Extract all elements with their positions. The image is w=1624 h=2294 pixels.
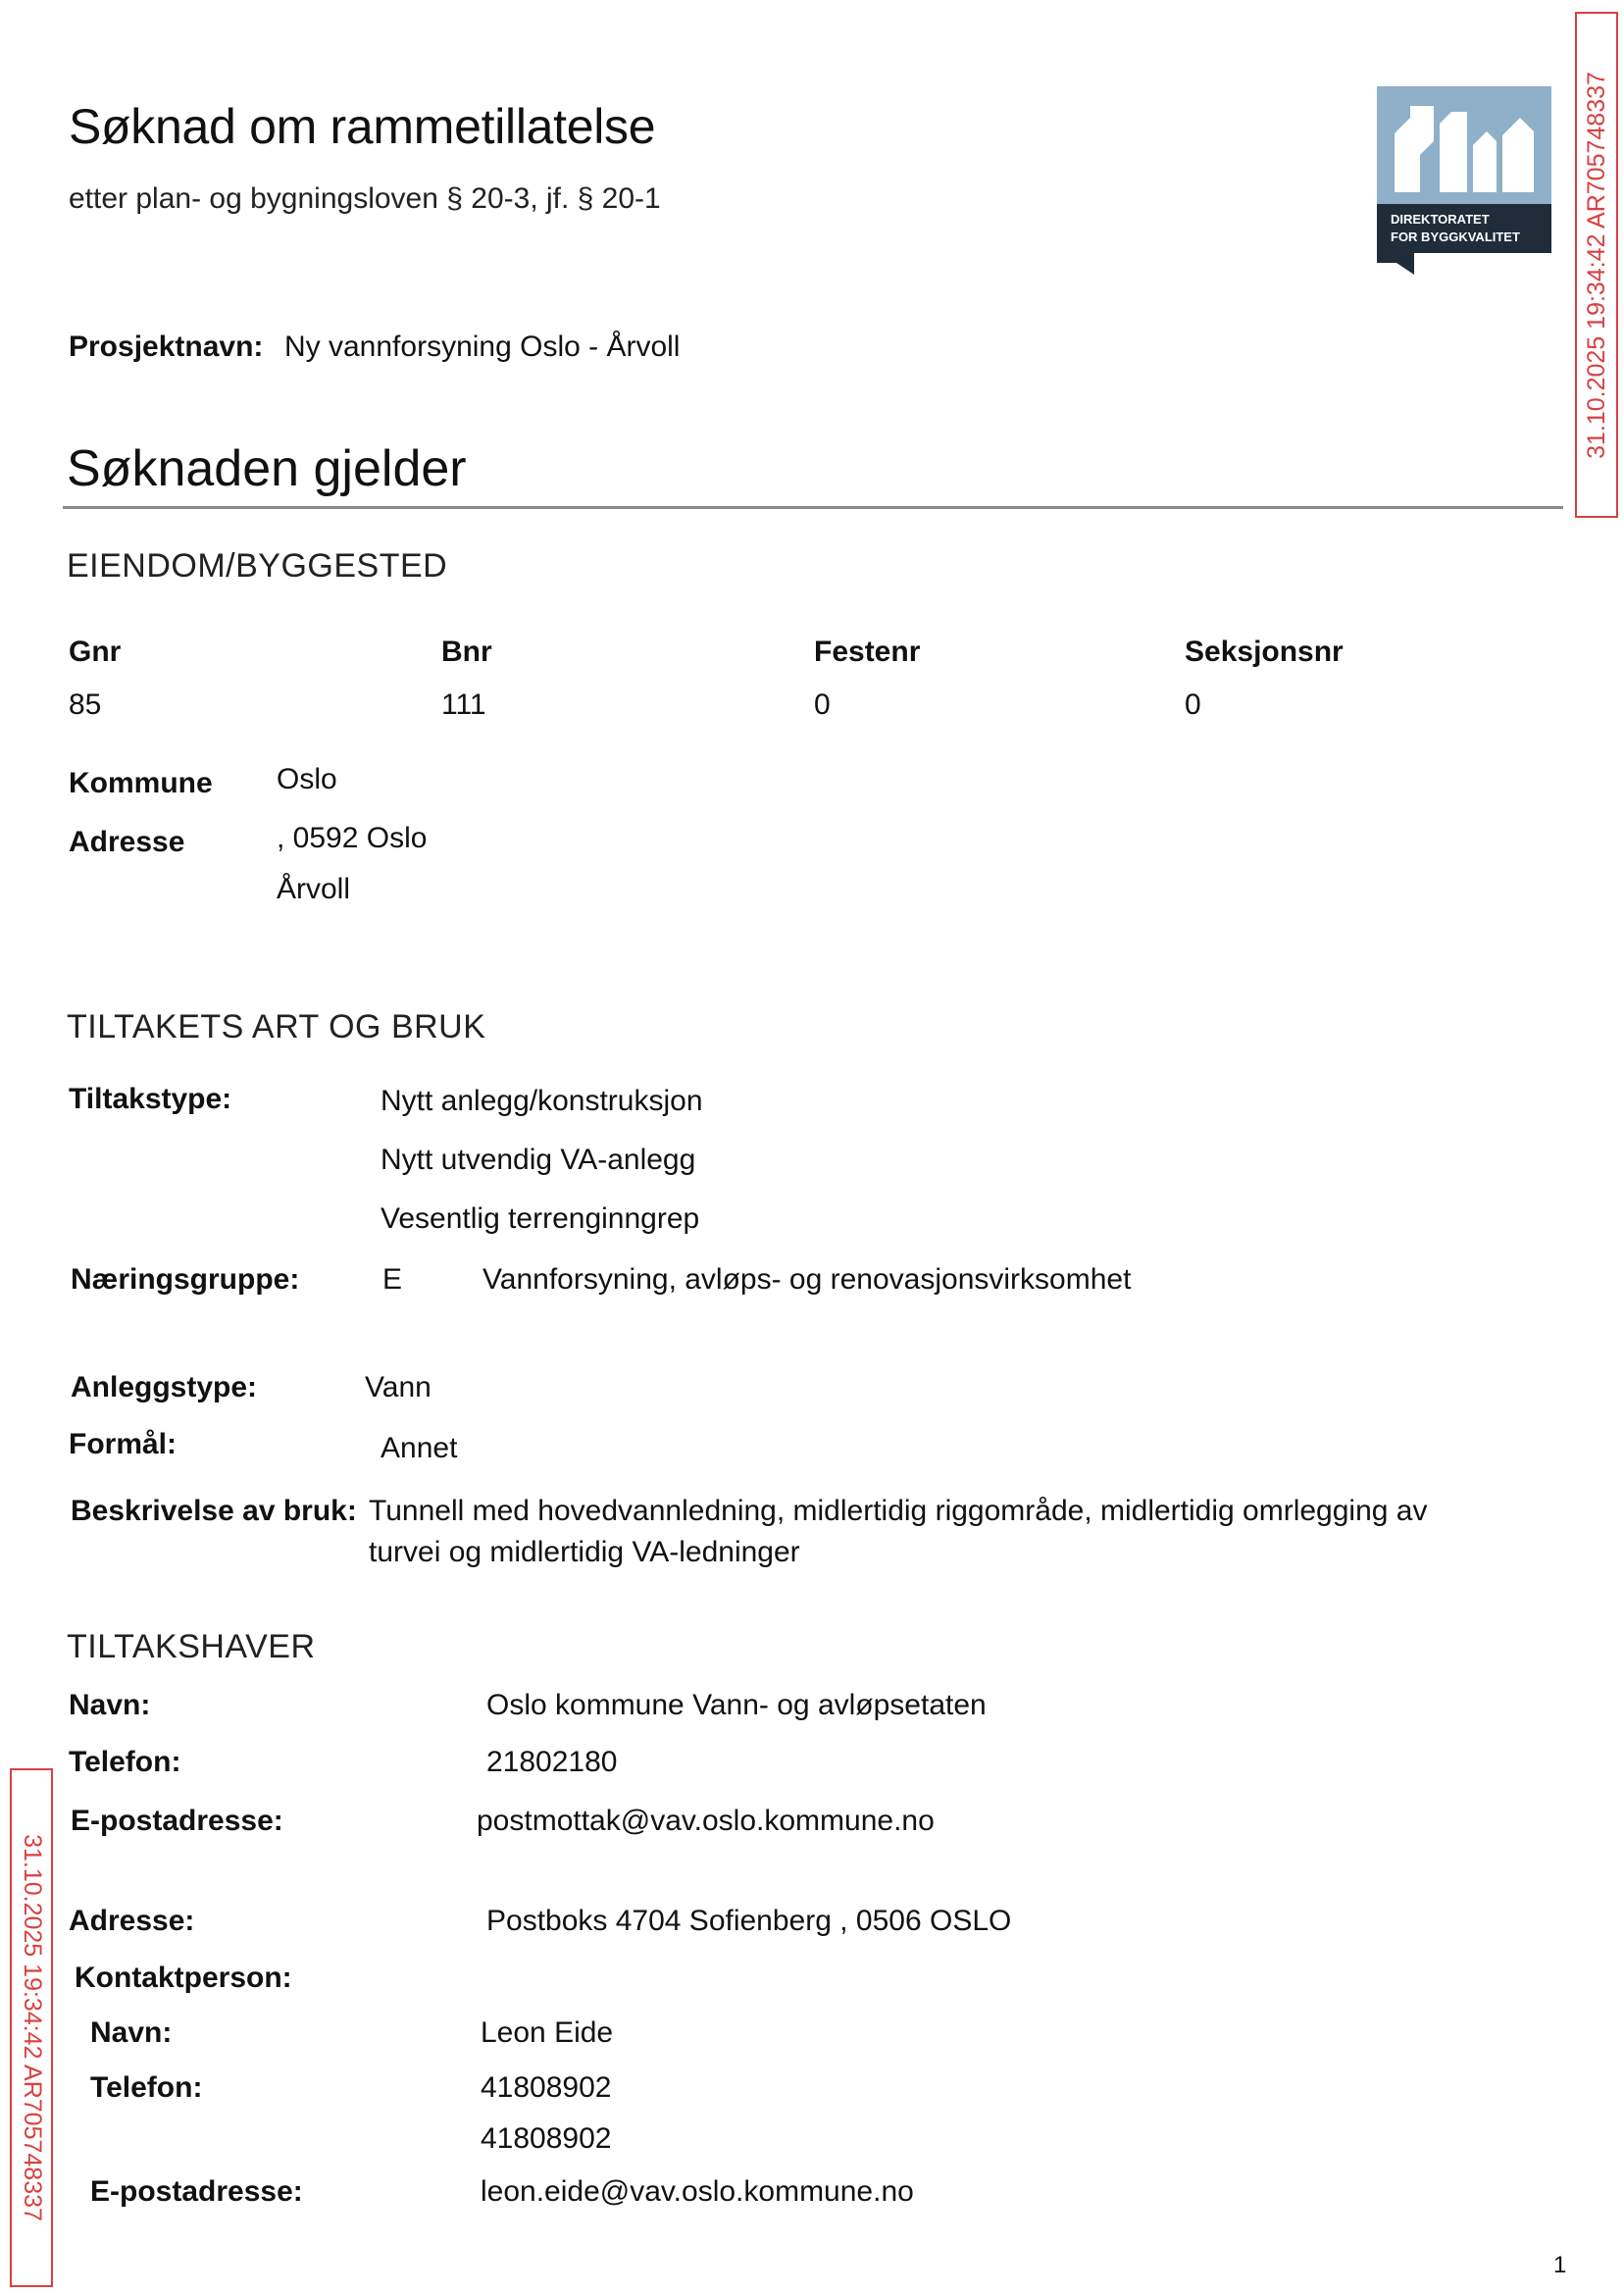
archive-stamp-right <box>1575 12 1618 518</box>
formal-value: Annet <box>381 1432 458 1464</box>
page-number: 1 <box>1553 2252 1567 2278</box>
archive-stamp-left-text: 31.10.2025 19:34:42 AR705748337 <box>18 1834 46 2221</box>
adresse-label: Adresse <box>69 826 185 858</box>
kontakt-navn-value: Leon Eide <box>481 2016 614 2049</box>
anleggstype-label: Anleggstype: <box>71 1371 258 1403</box>
tiltakstype-label: Tiltakstype: <box>69 1083 232 1115</box>
tiltakshaver-adresse-value: Postboks 4704 Sofienberg , 0506 OSLO <box>486 1905 1012 1937</box>
project-name-value: Ny vannforsyning Oslo - Årvoll <box>284 331 681 363</box>
heading-divider <box>63 506 1563 509</box>
section-heading-tiltak: TILTAKETS ART OG BRUK <box>67 1008 486 1045</box>
dibk-logo-icon <box>1377 86 1551 275</box>
kontaktperson-label: Kontaktperson: <box>75 1962 292 1994</box>
seksjonsnr-label: Seksjonsnr <box>1185 636 1344 668</box>
logo-line-1: DIREKTORATET <box>1391 212 1490 227</box>
festenr-value: 0 <box>814 688 831 721</box>
naeringsgruppe-label: Næringsgruppe: <box>71 1263 300 1296</box>
archive-stamp-right-text: 31.10.2025 19:34:42 AR705748337 <box>1582 71 1610 459</box>
bnr-label: Bnr <box>441 636 492 668</box>
kommune-value: Oslo <box>277 763 337 795</box>
bnr-value: 111 <box>441 688 486 721</box>
tiltakshaver-adresse-label: Adresse: <box>69 1905 195 1937</box>
formal-label: Formål: <box>69 1428 178 1460</box>
tiltakshaver-telefon-label: Telefon: <box>69 1746 181 1778</box>
anleggstype-value: Vann <box>365 1371 431 1403</box>
section-heading-tiltakshaver: TILTAKSHAVER <box>67 1628 316 1665</box>
naeringsgruppe-code: E <box>382 1263 403 1296</box>
project-name-label: Prosjektnavn: <box>69 331 264 363</box>
kontakt-epost-value: leon.eide@vav.oslo.kommune.no <box>481 2175 914 2208</box>
tiltakstype-item: Nytt utvendig VA-anlegg <box>381 1144 696 1176</box>
beskrivelse-line-1: Tunnell med hovedvannledning, midlertidig riggområde, midlertidig omrlegging av <box>369 1495 1428 1527</box>
tiltakshaver-epost-value: postmottak@vav.oslo.kommune.no <box>477 1805 935 1837</box>
festenr-label: Festenr <box>814 636 921 668</box>
beskrivelse-label: Beskrivelse av bruk: <box>71 1495 357 1527</box>
naeringsgruppe-value: Vannforsyning, avløps- og renovasjonsvirksomhet <box>482 1263 1132 1296</box>
page-title: Søknad om rammetillatelse <box>69 99 656 154</box>
kontakt-epost-label: E-postadresse: <box>90 2175 303 2208</box>
tiltakshaver-navn-label: Navn: <box>69 1689 151 1721</box>
page-subtitle: etter plan- og bygningsloven § 20-3, jf. § 20-1 <box>69 182 661 215</box>
archive-stamp-left <box>10 1768 53 2287</box>
tiltakstype-item: Vesentlig terrenginngrep <box>381 1202 700 1235</box>
logo-line-2: FOR BYGGKVALITET <box>1391 229 1520 244</box>
gnr-label: Gnr <box>69 636 122 668</box>
kontakt-telefon-value-2: 41808902 <box>481 2122 612 2155</box>
kontakt-navn-label: Navn: <box>90 2016 173 2049</box>
gnr-value: 85 <box>69 688 102 721</box>
kommune-label: Kommune <box>69 767 213 799</box>
section-heading-eiendom: EIENDOM/BYGGESTED <box>67 547 448 585</box>
dibk-logo <box>1377 86 1551 275</box>
beskrivelse-line-2: turvei og midlertidig VA-ledninger <box>369 1536 800 1568</box>
tiltakstype-item: Nytt anlegg/konstruksjon <box>381 1085 703 1117</box>
adresse-line-2: Årvoll <box>277 873 351 905</box>
tiltakshaver-telefon-value: 21802180 <box>486 1746 618 1778</box>
kontakt-telefon-value: 41808902 <box>481 2071 612 2104</box>
kontakt-telefon-label: Telefon: <box>90 2071 203 2104</box>
tiltakshaver-epost-label: E-postadresse: <box>71 1805 283 1837</box>
tiltakshaver-navn-value: Oslo kommune Vann- og avløpsetaten <box>486 1689 987 1721</box>
section-heading-soknaden: Søknaden gjelder <box>67 440 467 497</box>
adresse-line-1: , 0592 Oslo <box>277 822 428 854</box>
seksjonsnr-value: 0 <box>1185 688 1201 721</box>
